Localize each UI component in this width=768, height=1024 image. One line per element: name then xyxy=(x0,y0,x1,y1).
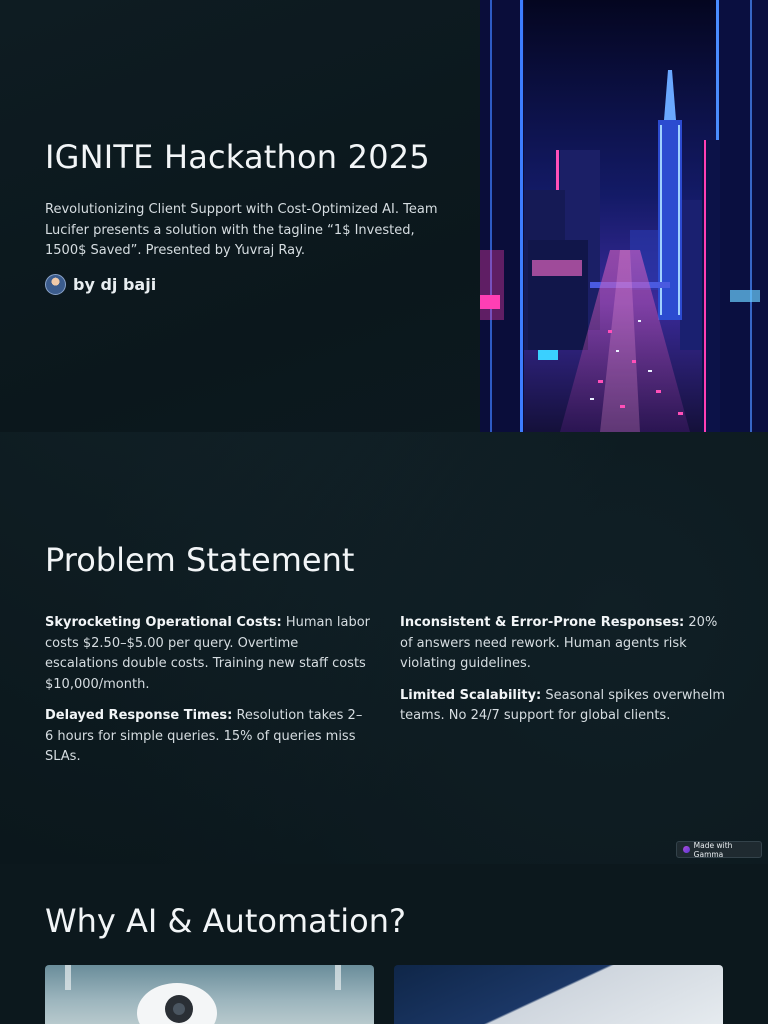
problem-point xyxy=(400,686,725,727)
problem-point xyxy=(45,613,370,695)
author-name: by dj baji xyxy=(73,275,157,294)
slide-title: IGNITE Hackathon 2025 xyxy=(45,138,430,176)
point-text: Resolution takes 2–6 hours for simple queries. 15% of queries miss SLAs. xyxy=(45,708,363,764)
problem-title: Problem Statement xyxy=(45,541,355,579)
gamma-logo-icon xyxy=(683,846,690,853)
abstract-image-card xyxy=(394,965,723,1024)
point-text: Human labor costs $2.50–$5.00 per query. Overtime escalations double costs. Training new staff costs $10,000/month. xyxy=(45,615,371,692)
avatar xyxy=(45,274,66,295)
robot-illustration xyxy=(45,965,374,1024)
slide-description: Revolutionizing Client Support with Cost-Optimized AI. Team Lucifer presents a solution with the tagline “1$ Invested, 1500$ Saved”. Presented by Yuvraj Ray. xyxy=(45,202,438,258)
why-title: Why AI & Automation? xyxy=(45,902,407,940)
author-line xyxy=(45,274,156,295)
point-heading: Delayed Response Times: xyxy=(45,708,233,723)
problem-column-right xyxy=(400,613,725,738)
point-heading: Skyrocketing Operational Costs: xyxy=(45,615,282,630)
problem-point xyxy=(45,706,370,768)
problem-statement-slide xyxy=(0,432,768,864)
why-ai-slide xyxy=(0,864,768,1024)
problem-point xyxy=(400,613,725,675)
point-heading: Limited Scalability: xyxy=(400,687,542,703)
problem-column-left xyxy=(45,613,370,779)
title-slide xyxy=(0,0,768,432)
point-text: Seasonal spikes overwhelm teams. No 24/7 support for global clients. xyxy=(400,687,726,723)
city-illustration xyxy=(480,0,768,432)
cyberpunk-city-image xyxy=(480,0,768,432)
badge-label: Made with Gamma xyxy=(693,840,733,859)
robot-image-card xyxy=(45,965,374,1024)
point-text: 20% of answers need rework. Human agents risk violating guidelines. xyxy=(400,615,718,671)
point-heading: Inconsistent & Error-Prone Responses: xyxy=(400,615,685,630)
made-with-gamma-badge[interactable] xyxy=(676,841,762,858)
